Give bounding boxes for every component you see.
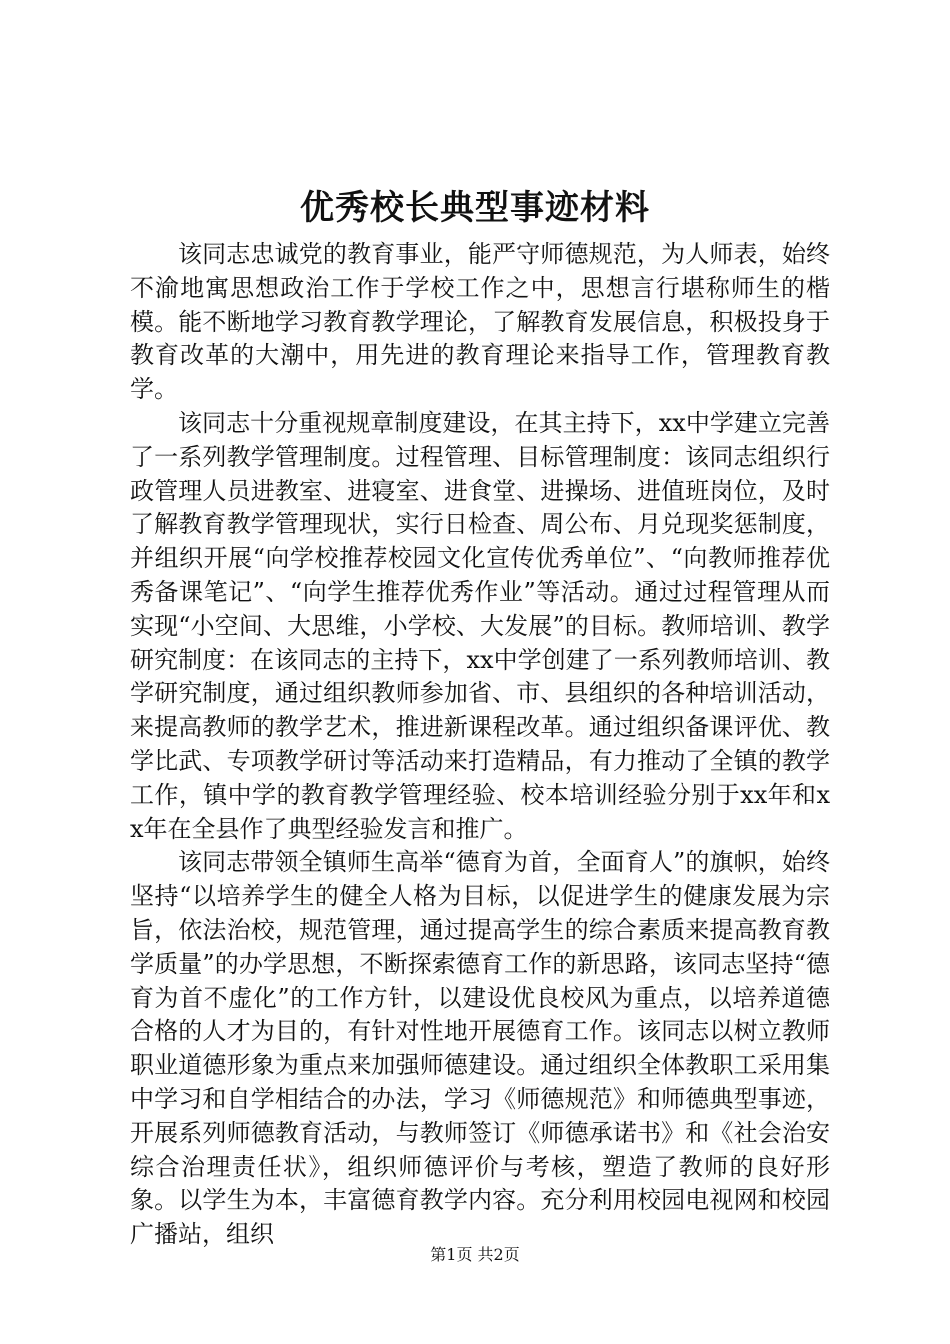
document-title: 优秀校长典型事迹材料 [300,188,650,228]
page-footer: 第1页 共2页 [430,1245,520,1264]
paragraph-1: 该同志忠诚党的教育事业，能严守师德规范，为人师表，始终不渝地寓思想政治工作于学校工作之中，思想言行堪称师生的楷模。能不断地学习教育教学理论，了解教育发展信息，积极投身于教育改革的大潮中，用先进的教育理论来指导工作，管理教育教学。 [130,240,830,404]
paragraph-2: 该同志十分重视规章制度建设，在其主持下，xx中学建立完善了一系列教学管理制度。过程管理、目标管理制度：该同志组织行政管理人员进教室、进寝室、进食堂、进操场、进值班岗位，及时了解教育教学管理现状，实行日检查、周公布、月兑现奖惩制度，并组织开展“向学校推荐校园文化宣传优秀单位”、“向教师推荐优秀备课笔记”、“向学生推荐优秀作业”等活动。通过过程管理从而实现“小空间、大思维，小学校、大发展”的目标。教师培训、教学研究制度：在该同志的主持下，xx中学创建了一系列教师培训、教学研究制度，通过组织教师参加省、市、县组织的各种培训活动，来提高教师的教学艺术，推进新课程改革。通过组织备课评优、教学比武、专项教学研讨等活动来打造精品，有力推动了全镇的教学工作，镇中学的教育教学管理经验、校本培训经验分别于xx年和xx年在全县作了典型经验发言和推广。 [130,408,830,843]
paragraph-3: 该同志带领全镇师生高举“德育为首，全面育人”的旗帜，始终坚持“以培养学生的健全人格为目标，以促进学生的健康发展为宗旨，依法治校，规范管理，通过提高学生的综合素质来提高教育教学质量”的办学思想，不断探索德育工作的新思路，该同志坚持“德育为首不虚化”的工作方针，以建设优良校风为重点，以培养道德合格的人才为目的，有针对性地开展德育工作。该同志以树立教师职业道德形象为重点来加强师德建设。通过组织全体教职工采用集中学习和自学相结合的办法，学习《师德规范》和师德典型事迹，开展系列师德教育活动，与教师签订《师德承诺书》和《社会治安综合治理责任状》，组织师德评价与考核，塑造了教师的良好形象。以学生为本，丰富德育教学内容。充分利用校园电视网和校园广播站，组织 [130,848,830,1249]
document-body [130,238,830,1252]
